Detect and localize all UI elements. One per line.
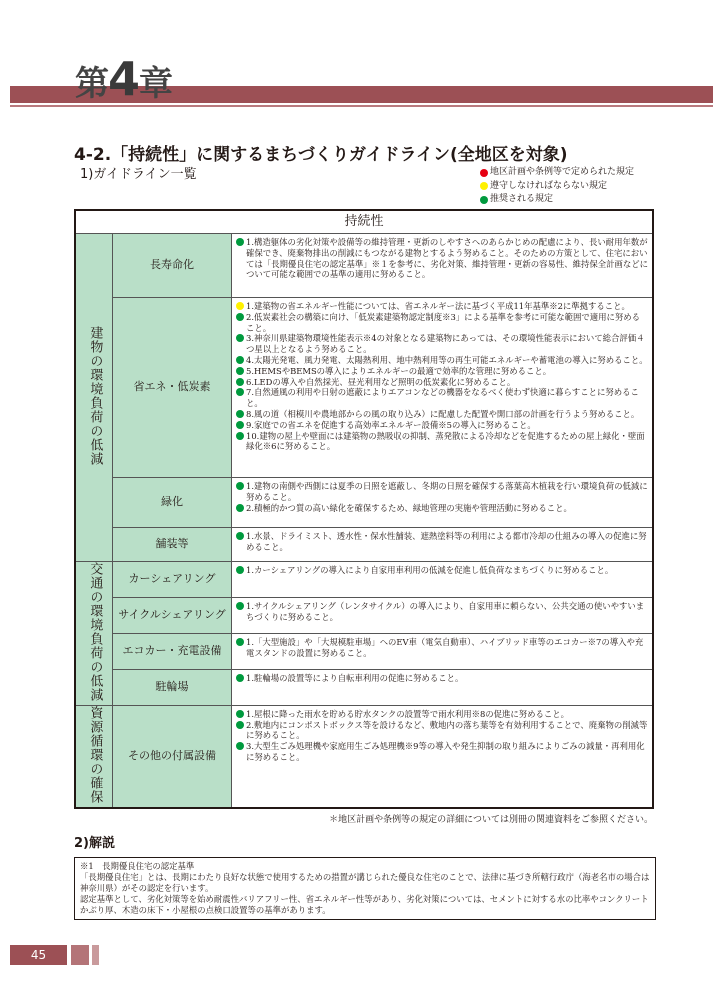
guideline-item: [236, 637, 648, 659]
guideline-items-cell: [232, 298, 654, 478]
bullet-dot-icon: [236, 721, 244, 729]
bullet-dot-icon: [236, 378, 244, 386]
bullet-dot-icon: [236, 367, 244, 375]
legend-label: 遵守しなければならない規定: [490, 180, 608, 191]
bullet-dot-icon: [236, 504, 244, 512]
guideline-text: 4.太陽光発電、風力発電、太陽熱利用、地中熱利用等の再生可能エネルギーや蓄電池の導入に努めること。: [246, 354, 648, 365]
bullet-dot-icon: [236, 638, 244, 646]
legend-item: [480, 180, 634, 194]
guideline-text: 2.敷地内にコンポストボックス等を設けるなど、敷地内の落ち葉等を有効利用することで、廃棄物の削減等に努めること。: [246, 719, 648, 741]
subsection-title-2: 2)解説: [74, 836, 115, 851]
guideline-items-cell: [232, 633, 654, 669]
guideline-item: [236, 601, 648, 623]
subcategory-cell: カーシェアリング: [113, 562, 232, 598]
guideline-text: 2.低炭素社会の構築に向け、「低炭素建築物認定制度※3」による基準を参考に可能な範囲で適用に努めること。: [246, 311, 641, 333]
table-header: 持続性: [75, 210, 653, 234]
explanation-line: 認定基準として、劣化対策等を始め耐震性バリアフリー性、省エネルギー性等があり、劣化対策については、セメントに対する水の比率やコンクリートかぶり厚、木造の床下・小屋根の点検口設置等の基準があります。: [80, 894, 649, 915]
subcategory-cell: その他の付属設備: [113, 705, 232, 807]
legend-label: 地区計画や条例等で定められた規定: [490, 167, 635, 177]
guideline-items-cell: [232, 528, 654, 562]
bullet-dot-icon: [236, 482, 244, 490]
bullet-dot-icon: [236, 302, 244, 310]
guideline-item: [236, 565, 648, 576]
guideline-item: [236, 301, 648, 312]
guideline-items-cell: [232, 478, 654, 528]
legend-item: [480, 166, 634, 180]
table-row: [75, 234, 653, 298]
guideline-item: [236, 355, 648, 366]
guideline-text: 1.カーシェアリングの導入により自家用車利用の低減を促進し低負荷なまちづくりに努めること。: [246, 565, 614, 575]
explanation-title: ※1 長期優良住宅の認定基準: [80, 861, 195, 871]
guideline-text: 1.水景、ドライミスト、透水性・保水性舗装、遮熱塗料等の利用による都市冷却の仕組みの導入の促進に努めること。: [246, 531, 647, 552]
guideline-item: [236, 377, 648, 388]
guideline-text: 3.大型生ごみ処理機や家庭用生ごみ処理機※9等の導入や発生抑制の取り組みによりごみの減量・再利用化に努めること。: [246, 741, 645, 762]
bullet-dot-icon: [236, 410, 244, 418]
guideline-text: 10.建物の屋上や壁面には建築物の熱吸収の抑制、蒸発散による冷却などを促進するための屋上緑化・壁面緑化※6に努めること。: [246, 430, 645, 452]
table-row: [75, 633, 653, 669]
guideline-item: [236, 503, 648, 514]
guideline-item: [236, 312, 648, 334]
guideline-item: [236, 409, 648, 420]
guideline-items-cell: [232, 597, 654, 633]
guideline-items-cell: [232, 705, 654, 807]
guideline-item: [236, 709, 648, 720]
table-note: ＊地区計画や条例等の規定の詳細については別冊の関連資料をご参照ください。: [329, 815, 653, 825]
subcategory-cell: サイクルシェアリング: [113, 597, 232, 633]
subsection-title: 1)ガイドライン一覧: [80, 167, 197, 182]
category-label: 建物の環境負荷の低減: [87, 326, 103, 467]
subcategory-cell: 駐輪場: [113, 669, 232, 705]
table-row: [75, 562, 653, 598]
chapter-prefix: 第: [75, 64, 108, 104]
guideline-text: 1.サイクルシェアリング（レンタサイクル）の導入により、自家用車に頼らない、公共交通の使いやすいまちづくりに努めること。: [246, 600, 645, 622]
subcategory-cell: 省エネ・低炭素: [113, 298, 232, 478]
section-title: 4-2.「持続性」に関するまちづくりガイドライン(全地区を対象): [74, 145, 568, 165]
guideline-item: [236, 531, 648, 553]
guideline-text: 1.構造躯体の劣化対策や設備等の維持管理・更新のしやすさへのあらかじめの配慮により、長い耐用年数が確保でき、廃棄物排出の削減にもつながる建物とするよう努めること。そのための方策として、住宅においては「長期優良住宅の認定基準」※１を参考に、劣化対策、維持管理・更新の容易性、維持保全計画などについて可能な範囲での基準の適用に努めること。: [246, 237, 648, 280]
subcategory-cell: エコカー・充電設備: [113, 633, 232, 669]
guideline-item: [236, 673, 648, 684]
guideline-text: 8.風の道（相模川や農地部からの風の取り込み）に配慮した配置や開口部の計画を行うよう努めること。: [246, 408, 640, 419]
guideline-text: 1.屋根に降った雨水を貯める貯水タンクの設置等で雨水利用※8の促進に努めること。: [246, 708, 570, 719]
category-cell: [75, 234, 113, 562]
chapter-number: 4: [108, 52, 140, 106]
guideline-text: 1.建物の南側や西側には夏季の日照を遮蔽し、冬期の日照を確保する落葉高木植栽を行い環境負荷の低減に努めること。: [246, 481, 648, 502]
guideline-item: [236, 333, 648, 355]
bullet-dot-icon: [236, 238, 244, 246]
guideline-text: 3.神奈川県建築物環境性能表示※4の対象となる建築物にあっては、その環境性能表示において総合評価４つ星以上となるよう努めること。: [246, 333, 645, 355]
table-row: [75, 478, 653, 528]
guideline-text: 6.LEDの導入や自然採光、昼光利用など照明の低炭素化に努めること。: [246, 376, 516, 387]
guideline-text: 1.建築物の省エネルギー性能については、省エネルギー法に基づく平成11年基準※2に準拠すること。: [246, 301, 630, 311]
guideline-text: 7.自然通風の利用や日射の遮蔽によりエアコンなどの機器をなるべく使わず快適に暮らすことに努めること。: [246, 387, 639, 409]
bullet-dot-icon: [236, 421, 244, 429]
bullet-dot-icon: [236, 388, 244, 396]
table-row: [75, 597, 653, 633]
guideline-item: [236, 366, 648, 377]
legend-label: 推奨される規定: [490, 194, 554, 204]
bullet-dot-icon: [236, 356, 244, 364]
table-row: [75, 705, 653, 807]
chapter-heading: [75, 52, 172, 106]
bullet-dot-icon: [236, 566, 244, 574]
bullet-dot-icon: [236, 674, 244, 682]
guideline-text: 1.「大型施設」や「大規模駐車場」へのEV車（電気自動車）、ハイブリッド車等のエコカー※7の導入や充電スタンドの設置に努めること。: [246, 636, 644, 658]
page-tab-decoration: [71, 945, 89, 965]
category-label: 資源循環の確保: [87, 705, 103, 804]
legend: [480, 166, 634, 207]
bullet-dot-icon: [480, 182, 488, 190]
subcategory-cell: 緑化: [113, 478, 232, 528]
bullet-dot-icon: [480, 196, 488, 204]
bullet-dot-icon: [236, 742, 244, 750]
bullet-dot-icon: [236, 710, 244, 718]
guideline-item: [236, 420, 648, 431]
subcategory-cell: 長寿命化: [113, 234, 232, 298]
guideline-table: [74, 209, 654, 809]
legend-item: [480, 193, 634, 207]
bullet-dot-icon: [480, 169, 488, 177]
category-cell: [75, 705, 113, 807]
table-row: [75, 669, 653, 705]
guideline-item: [236, 431, 648, 453]
chapter-suffix: 章: [139, 64, 173, 104]
guideline-text: 9.家庭での省エネを促進する高効率エネルギー設備※5の導入に努めること。: [246, 419, 536, 430]
explanation-box: [74, 857, 656, 920]
bullet-dot-icon: [236, 334, 244, 342]
guideline-items-cell: [232, 234, 654, 298]
bullet-dot-icon: [236, 432, 244, 440]
table-row: [75, 298, 653, 478]
page-tab-decoration: [92, 945, 99, 965]
bullet-dot-icon: [236, 532, 244, 540]
guideline-item: [236, 387, 648, 409]
guideline-items-cell: [232, 562, 654, 598]
category-label: 交通の環境負荷の低減: [87, 562, 103, 702]
subcategory-cell: 舗装等: [113, 528, 232, 562]
guideline-item: [236, 481, 648, 503]
guideline-items-cell: [232, 669, 654, 705]
page-number: 45: [10, 945, 67, 965]
guideline-item: [236, 237, 648, 280]
guideline-text: 2.積極的かつ質の高い緑化を確保するため、緑地管理の実施や管理活動に努めること。: [246, 502, 572, 513]
bullet-dot-icon: [236, 602, 244, 610]
table-row: [75, 528, 653, 562]
guideline-text: 5.HEMSやBEMSの導入によりエネルギーの最適で効率的な管理に努めること。: [246, 365, 552, 376]
guideline-item: [236, 720, 648, 742]
bullet-dot-icon: [236, 313, 244, 321]
category-cell: [75, 562, 113, 706]
guideline-item: [236, 741, 648, 763]
guideline-text: 1.駐輪場の設置等により自転車利用の促進に努めること。: [246, 672, 464, 683]
explanation-line: 「長期優良住宅」とは、長期にわたり良好な状態で使用するための措置が講じられた優良な住宅のことで、法律に基づき所轄行政庁（海老名市の場合は神奈川県）がその認定を行います。: [80, 872, 650, 893]
